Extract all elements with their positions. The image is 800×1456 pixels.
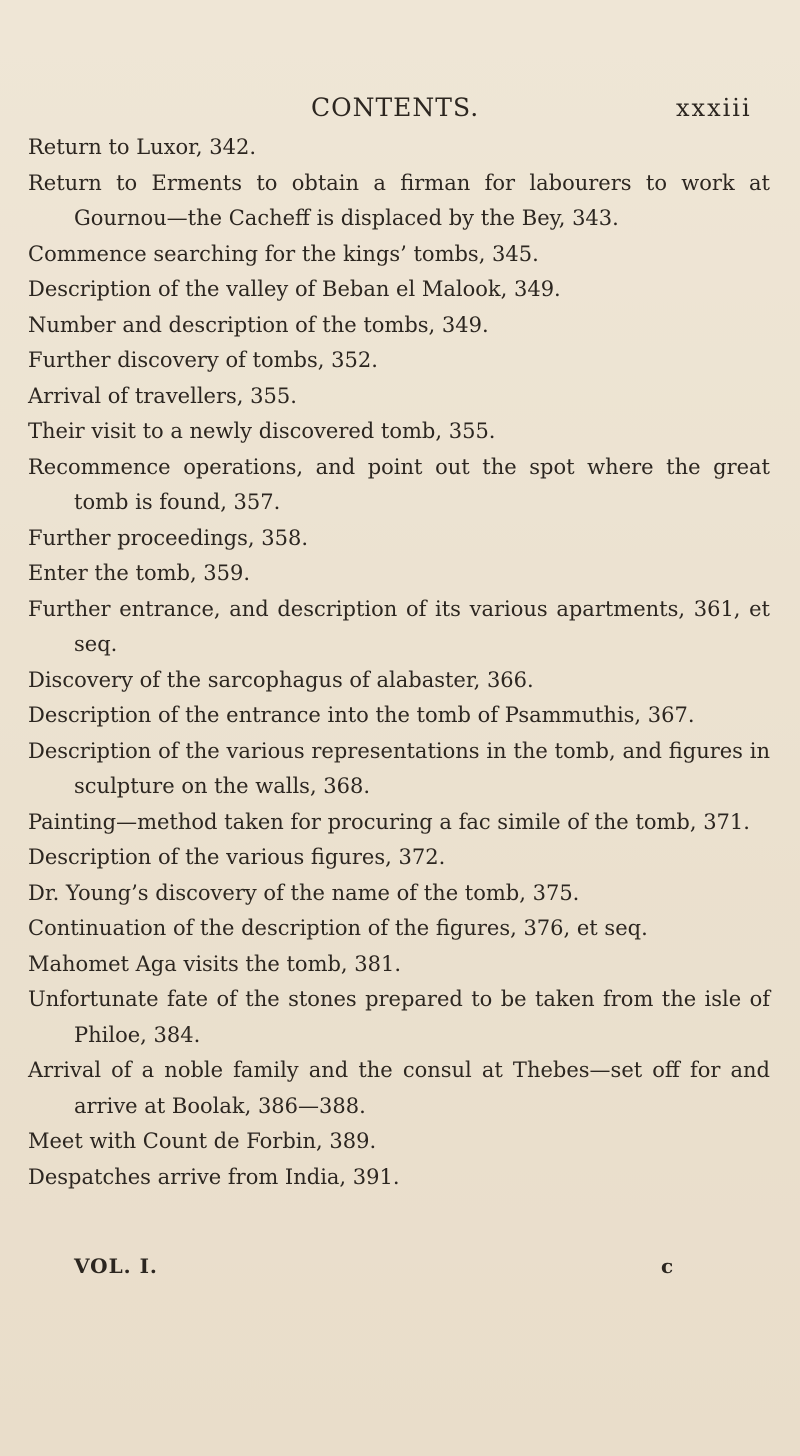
contents-entry: Description of the entrance into the tomb of Psammuthis, 367. (28, 703, 695, 727)
page-header (0, 88, 800, 128)
volume-label: VOL. I. (74, 1254, 158, 1278)
contents-entry: Further discovery of tombs, 352. (28, 348, 378, 372)
contents-entry: Arrival of travellers, 355. (28, 383, 297, 408)
contents-entry: Description of the various representations in the tomb, and figures in sculpture on the walls, 368. (28, 738, 770, 798)
contents-entry: Description of the valley of Beban el Malook, 349. (28, 277, 561, 301)
contents-entry: Their visit to a newly discovered tomb, 355. (28, 419, 496, 443)
contents-entry: Description of the various figures, 372. (28, 845, 446, 869)
contents-entry: Number and description of the tombs, 349. (28, 312, 489, 337)
contents-entry: Further proceedings, 358. (28, 525, 308, 550)
contents-entry: Unfortunate fate of the stones prepared to be taken from the isle of Philoe, 384. (28, 987, 770, 1047)
contents-entry: Meet with Count de Forbin, 389. (28, 1129, 377, 1153)
contents-entry: Painting—method taken for procuring a fac simile of the tomb, 371. (28, 809, 750, 834)
contents-entry: Mahomet Aga visits the tomb, 381. (28, 951, 402, 976)
contents-entry: Dr. Young’s discovery of the name of the tomb, 375. (28, 880, 580, 905)
contents-entry: Discovery of the sarcophagus of alabaster, 366. (28, 667, 534, 692)
running-title: CONTENTS. (311, 93, 480, 122)
contents-entry: Enter the tomb, 359. (28, 561, 251, 585)
contents-entry: Commence searching for the kings’ tombs, 345. (28, 241, 539, 266)
contents-entry: Return to Erments to obtain a firman for labourers to work at Gournou—the Cacheff is displaced by the Bey, 343. (28, 170, 770, 230)
page-footer (0, 1254, 800, 1284)
contents-list (28, 130, 770, 1195)
contents-entry: Recommence operations, and point out the spot where the great tomb is found, 357. (28, 454, 770, 514)
contents-entry: Arrival of a noble family and the consul at Thebes—set off for and arrive at Boolak, 386—388. (28, 1058, 770, 1118)
contents-entry: Continuation of the description of the figures, 376, et seq. (28, 916, 648, 940)
page-number: xxxiii (676, 94, 752, 122)
contents-entry: Return to Luxor, 342. (28, 135, 256, 159)
contents-entry: Further entrance, and description of its various apartments, 361, et seq. (28, 596, 770, 656)
contents-entry: Despatches arrive from India, 391. (28, 1164, 400, 1189)
signature-mark: c (661, 1254, 674, 1278)
